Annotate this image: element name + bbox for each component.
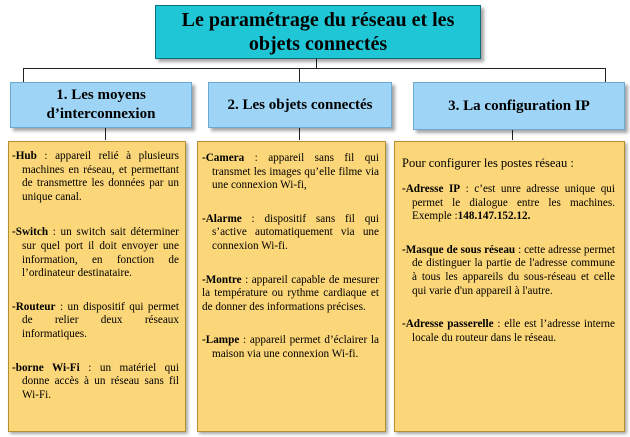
connector-col2	[299, 126, 300, 140]
item-routeur: -Routeur : un dispositif qui permet de relier deux réseaux informatiques.	[12, 300, 179, 340]
diagram-title: Le paramétrage du réseau et les objets connectés	[155, 5, 481, 59]
connector-right	[605, 68, 606, 83]
connector-col1	[105, 126, 106, 140]
configuration-intro: Pour configurer les postes réseau :	[402, 156, 574, 170]
item-hub: -Hub : appareil relié à plusieurs machines en réseau, et permettant de transmettre les données par un unique canal.	[12, 150, 179, 203]
item-adresse-ip: -Adresse IP : c’est unre adresse unique qui permet le dialogue entre les machines. Exemple :148.147.152.12.	[402, 183, 615, 223]
item-masque: -Masque de sous réseau : cette adresse permet de distinguer la partie de l'adresse commune à tous les appareils du sous-réseau et celle qui varie d'un appareil à l'autre.	[402, 243, 615, 297]
connector-horizontal	[23, 68, 606, 69]
item-camera: -Camera : appareil sans fil qui transmet les images qu’elle filme via une connexion Wi-fi,	[202, 152, 379, 192]
item-switch: -Switch : un switch sait déterminer sur quel port il doit envoyer une information, en fonction de l’ordinateur destinataire.	[12, 226, 179, 280]
connector-trunk	[316, 58, 317, 68]
item-lampe: -Lampe : appareil permet d’éclairer la maison via une connexion Wi-fi.	[202, 334, 379, 360]
item-borne-wifi: -borne Wi-Fi : un matériel qui donne accès à un réseau sans fil Wi-Fi.	[12, 361, 179, 401]
item-passerelle: -Adresse passerelle : elle est l’adresse interne locale du routeur dans le réseau.	[402, 318, 615, 344]
item-alarme: -Alarme : dispositif sans fil qui s’active automatiquement via une connexion Wi-fi.	[202, 212, 379, 252]
connector-middle	[299, 68, 300, 82]
item-montre: -Montre : appareil capable de mesurer la température ou rythme cardiaque et de donner des informations précises.	[202, 273, 379, 313]
objets-box	[197, 141, 386, 432]
section-header-interconnexion: 1. Les moyens d’interconnexion	[10, 82, 192, 128]
configuration-box	[394, 141, 625, 432]
section-header-objets: 2. Les objets connectés	[208, 82, 392, 128]
interconnexion-box	[8, 141, 186, 432]
connector-left	[23, 68, 24, 83]
section-header-ip: 3. La configuration IP	[413, 82, 625, 130]
